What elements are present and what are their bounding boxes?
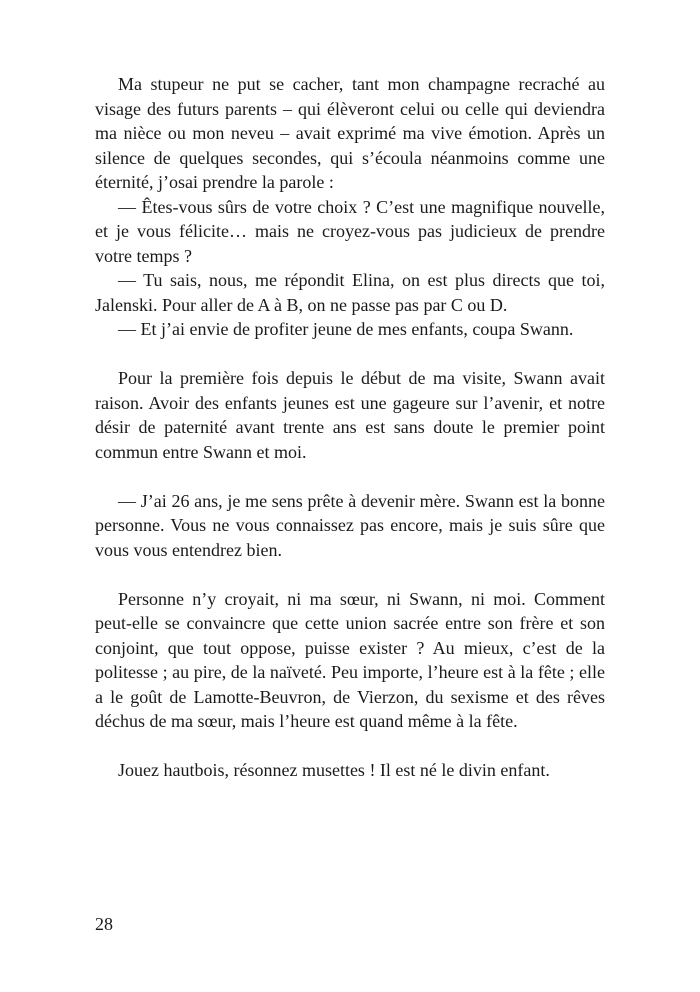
page-number: 28 (95, 914, 113, 934)
paragraph (95, 72, 605, 195)
text-line: personne. Vous ne vous connaissez pas encore, mais je suis sûre que (95, 515, 605, 535)
text-line: Pour la première fois depuis le début de ma visite, Swann avait (118, 368, 605, 388)
paragraph (95, 317, 605, 342)
paragraph-gap (95, 464, 605, 489)
text-line: votre temps ? (95, 245, 192, 266)
text-line: déchus de ma sœur, mais l’heure est quand même à la fête. (95, 711, 518, 731)
text-line: raison. Avoir des enfants jeunes est une gageure sur l’avenir, et notre (95, 392, 605, 413)
text-line: politesse ; au pire, de la naïveté. Peu importe, l’heure est à la fête ; elle (95, 662, 605, 682)
body-text (95, 72, 605, 783)
paragraph-gap (95, 734, 605, 759)
text-line: Ma stupeur ne put se cacher, tant mon champagne recraché au (118, 74, 605, 94)
text-line: et je vous félicite… mais ne croyez-vous pas judicieux de prendre (95, 221, 605, 241)
text-line: peut-elle se convaincre que cette union sacrée entre son frère et son (95, 613, 605, 633)
text-line: commun entre Swann et moi. (95, 441, 307, 462)
text-line: visage des futurs parents – qui élèveront celui ou celle qui deviendra (95, 98, 605, 119)
text-line: ma nièce ou mon neveu – avait exprimé ma vive émotion. Après un (95, 123, 605, 143)
text-line: conjoint, que tout oppose, puisse exister ? Au mieux, c’est de la (95, 637, 605, 658)
paragraph-gap (95, 562, 605, 587)
text-line: — Tu sais, nous, me répondit Elina, on est plus directs que toi, (118, 270, 605, 290)
text-line: Personne n’y croyait, ni ma sœur, ni Swann, ni moi. Comment (118, 588, 605, 609)
text-line: Jalenski. Pour aller de A à B, on ne passe pas par C ou D. (95, 294, 508, 315)
text-line: éternité, j’osai prendre la parole : (95, 172, 334, 192)
paragraph (95, 489, 605, 563)
paragraph (95, 195, 605, 269)
text-line: — Êtes-vous sûrs de votre choix ? C’est une magnifique nouvelle, (118, 196, 605, 217)
paragraph (95, 366, 605, 464)
text-line: silence de quelques secondes, qui s’écoula néanmoins comme une (95, 147, 605, 168)
text-line: — J’ai 26 ans, je me sens prête à devenir mère. Swann est la bonne (118, 490, 605, 511)
text-line: Jouez hautbois, résonnez musettes ! Il est né le divin enfant. (118, 760, 550, 780)
text-line: vous vous entendrez bien. (95, 539, 282, 560)
paragraph (95, 758, 605, 783)
paragraph-gap (95, 342, 605, 367)
text-line: — Et j’ai envie de profiter jeune de mes enfants, coupa Swann. (118, 319, 574, 339)
paragraph (95, 587, 605, 734)
paragraph (95, 268, 605, 317)
text-line: a le goût de Lamotte-Beuvron, de Vierzon, du sexisme et des rêves (95, 686, 605, 707)
text-line: désir de paternité avant trente ans est sans doute le premier point (95, 417, 605, 437)
